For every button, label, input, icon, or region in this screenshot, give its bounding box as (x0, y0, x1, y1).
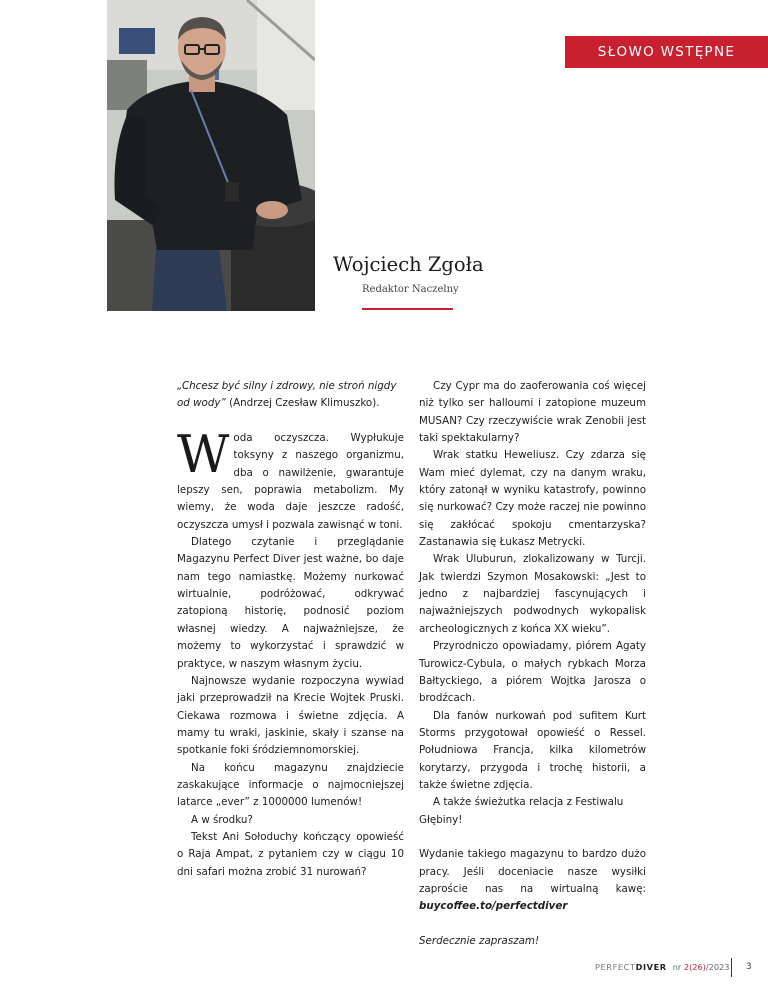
section-tag-label: SŁOWO WSTĘPNE (597, 44, 736, 60)
paragraph: Dlatego czytanie i przeglądanie Magazynu Perfect Diver jest ważne, bo daje nam tego namiastkę. Możemy nurkować wirtualnie, podróżować, odkrywać zatopioną historię, podnosić poziom własnej wiedzy. A najważniejsze, że możemy to wykorzystać i sprawdzić w praktyce, w naszym własnym życiu. (177, 536, 404, 670)
epigraph (177, 378, 404, 413)
coffee-link[interactable]: buycoffee.to/perfectdiver (419, 900, 568, 913)
author-role: Redaktor Naczelny (362, 284, 459, 295)
page-number: 3 (746, 962, 752, 972)
paragraph: Najnowsze wydanie rozpoczyna wywiad jaki przeprowadził na Krecie Wojtek Pruski. Ciekawa rozmowa i świetne zdjęcia. A mamy tu wraki, jaskinie, skały i szanse na spotkanie foki śródziemnomorskiej. (177, 674, 404, 757)
epigraph-quote: „Chcesz być silny i zdrowy, nie stroń nigdy od wody” (177, 380, 397, 410)
paragraph: Wrak Uluburun, zlokalizowany w Turcji. Jak twierdzi Szymon Mosakowski: „Jest to jedno z najbardziej fascynujących i najważniejszych podwodnych wykopalisk archeologicznych z końca XX wieku”. (419, 553, 646, 635)
drop-cap: W (177, 426, 230, 486)
right-column (419, 378, 646, 950)
left-column (177, 378, 404, 881)
issue-info: nr 2(26)/2023 (672, 962, 730, 972)
paragraph: A w środku? (191, 813, 253, 826)
paragraph: Dla fanów nurkowań pod sufitem Kurt Storms przygotował opowieść o Ressel. Południowa Francja, kilka kilometrów korytarzy, przygoda i trochę historii, a także świetne zdjęcia. (419, 709, 646, 791)
epigraph-author: (Andrzej Czesław Klimuszko). (225, 397, 380, 410)
paragraph: Czy Cypr ma do zaoferowania coś więcej niż tylko ser halloumi i zatopione muzeum MUSAN? Czy rzeczywiście wrak Zenobii jest taki spektakularny? (419, 380, 646, 445)
paragraph: Tekst Ani Sołoduchy kończący opowieść o Raja Ampat, z pytaniem czy w ciągu 10 dni safari można zrobić 31 nurowań? (177, 830, 404, 878)
paragraph: A także świeżutka relacja z Festiwalu Głębiny! (419, 796, 624, 826)
paragraph: Na końcu magazynu znajdziecie zaskakujące informacje o najmocniejszej latarce „ever” z 1000000 lumenów! (177, 761, 404, 809)
author-name: Wojciech Zgoła (333, 253, 484, 276)
author-divider (362, 308, 453, 310)
paragraph: Wrak statku Heweliusz. Czy zdarza się Wam mieć dylemat, czy na danym wraku, który zatonął w wyniku katastrofy, powinno się nurkować? Czy może raczej nie powinno się zakłócać spokoju cmentarzyska? Zastanawia się Łukasz Metrycki. (419, 449, 646, 549)
paragraph: Wydanie takiego magazynu to bardzo dużo pracy. Jeśli doceniacie nasze wysiłki zaproście nas na wirtualną kawę: buycoffee.to/perfectdiver (419, 848, 646, 913)
paragraph: Przyrodniczo opowiadamy, piórem Agaty Turowicz-Cybula, o małych rybkach Morza Bałtyckiego, a piórem Wojtka Jarosza o brodźcach. (419, 640, 646, 705)
brand-bold: DIVER (635, 962, 667, 972)
closing-line: Serdecznie zapraszam! (419, 935, 540, 947)
paragraph: Woda oczyszcza. Wypłukuje toksyny z naszego organizmu, dba o nawilżenie, gwarantuje lepszy sen, poprawia metabolizm. My wiemy, że woda daje jeszcze radość, oczyszcza umysł i pozwala zawisnąć w toni. (177, 426, 404, 531)
section-tag (565, 36, 768, 68)
brand-light: PERFECT (595, 962, 636, 972)
editor-photo (107, 0, 315, 311)
footer-brand (595, 962, 730, 972)
footer-divider (731, 958, 732, 977)
